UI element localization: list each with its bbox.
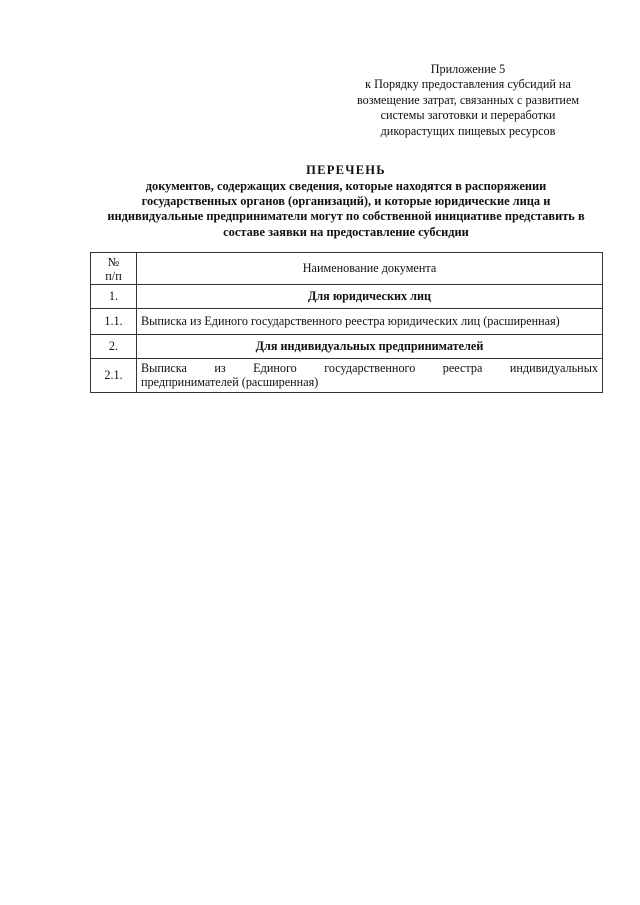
appendix-reference xyxy=(340,62,596,139)
subtitle-line: индивидуальные предприниматели могут по собственной инициативе представить в xyxy=(107,209,585,224)
table-header-row xyxy=(91,253,603,285)
row-number: 1. xyxy=(91,285,137,309)
document-heading xyxy=(90,163,602,240)
appendix-line: Приложение 5 xyxy=(430,62,506,76)
subtitle-line: составе заявки на предоставление субсидии xyxy=(223,224,469,239)
section-title-legal-entities: Для юридических лиц xyxy=(137,285,603,309)
document-item xyxy=(137,359,603,393)
header-number-abbr: п/п xyxy=(105,268,122,283)
appendix-line: к Порядку предоставления субсидий на xyxy=(365,77,571,92)
table-row xyxy=(91,335,603,359)
document-title: ПЕРЕЧЕНЬ xyxy=(306,163,386,177)
appendix-line: дикорастущих пищевых ресурсов xyxy=(380,123,556,138)
header-number-sign: № xyxy=(107,254,120,269)
document-subtitle xyxy=(90,179,602,241)
subtitle-line: документов, содержащих сведения, которые находятся в распоряжении xyxy=(145,178,547,193)
table-row xyxy=(91,309,603,335)
table-row xyxy=(91,359,603,393)
header-number xyxy=(91,253,137,285)
documents-table xyxy=(90,252,603,393)
table-row xyxy=(91,285,603,309)
document-item: Выписка из Единого государственного реестра юридических лиц (расширенная) xyxy=(137,309,603,335)
row-number: 2.1. xyxy=(91,359,137,393)
appendix-line: системы заготовки и переработки xyxy=(380,108,556,123)
document-item-line: Выписка из Единого государственного реестра индивидуальных xyxy=(141,360,598,375)
appendix-line: возмещение затрат, связанных с развитием xyxy=(356,92,580,107)
header-document-name: Наименование документа xyxy=(137,253,603,285)
row-number: 1.1. xyxy=(91,309,137,335)
row-number: 2. xyxy=(91,335,137,359)
subtitle-line: государственных органов (организаций), и которые юридические лица и xyxy=(141,194,551,208)
section-title-entrepreneurs: Для индивидуальных предпринимателей xyxy=(137,335,603,359)
document-item-line: предпринимателей (расширенная) xyxy=(141,374,319,389)
